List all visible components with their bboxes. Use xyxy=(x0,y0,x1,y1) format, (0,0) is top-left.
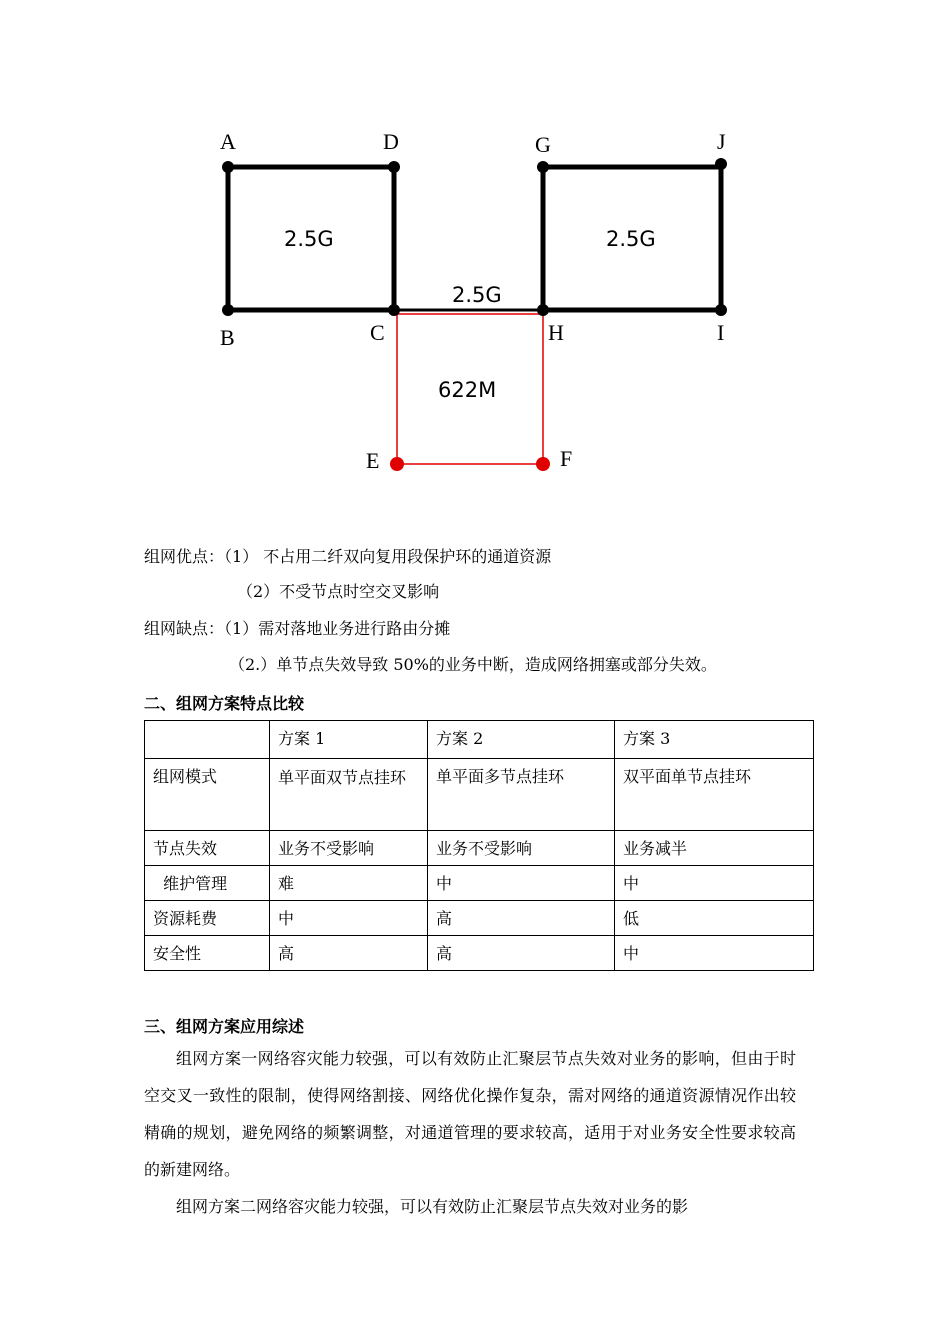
disadvantages-label: 组网缺点： xyxy=(144,619,225,638)
table-cell: 方案 1 xyxy=(270,721,428,759)
label-b: B xyxy=(220,325,235,350)
table-cell: 业务不受影响 xyxy=(428,831,615,866)
comparison-table xyxy=(144,720,814,971)
table-cell: 中 xyxy=(615,866,814,901)
table-cell: 方案 3 xyxy=(615,721,814,759)
disadvantages-item-2: （2.）单节点失效导致 50%的业务中断，造成网络拥塞或部分失效。 xyxy=(229,655,717,674)
table-cell: 节点失效 xyxy=(145,831,270,866)
table-row xyxy=(145,936,814,971)
table-cell: 维护管理 xyxy=(145,866,270,901)
left-ring-capacity: 2.5G xyxy=(284,227,334,251)
table-cell: 难 xyxy=(270,866,428,901)
label-g: G xyxy=(535,132,551,157)
node-d xyxy=(388,161,400,173)
section-3-paragraph-1: 组网方案一网络容灾能力较强，可以有效防止汇聚层节点失效对业务的影响，但由于时空交叉一致性的限制，使得网络割接、网络优化操作复杂，需对网络的通道资源情况作出较精确的规划，避免网络的频繁调整，对通道管理的要求较高，适用于对业务安全性要求较高的新建网络。 xyxy=(144,1049,796,1179)
node-b xyxy=(222,304,234,316)
label-e: E xyxy=(366,448,380,473)
label-f: F xyxy=(560,446,573,471)
right-ring-capacity: 2.5G xyxy=(606,227,656,251)
table-cell: 业务减半 xyxy=(615,831,814,866)
label-i: I xyxy=(717,320,725,345)
section-3-title: 三、组网方案应用综述 xyxy=(144,1017,305,1036)
link-capacity: 2.5G xyxy=(452,283,502,307)
table-cell: 双平面单节点挂环 xyxy=(615,759,814,831)
section-3-paragraph-2: 组网方案二网络容灾能力较强，可以有效防止汇聚层节点失效对业务的影 xyxy=(176,1197,689,1216)
table-cell: 安全性 xyxy=(145,936,270,971)
network-diagram xyxy=(0,0,950,500)
advantages-item-2: （2）不受节点时空交叉影响 xyxy=(237,582,440,601)
table-cell: 高 xyxy=(428,901,615,936)
label-d: D xyxy=(383,129,399,154)
table-cell: 方案 2 xyxy=(428,721,615,759)
label-h: H xyxy=(548,320,564,345)
table-cell: 资源耗费 xyxy=(145,901,270,936)
table-row xyxy=(145,901,814,936)
table-cell: 低 xyxy=(615,901,814,936)
node-i xyxy=(715,304,727,316)
table-row xyxy=(145,866,814,901)
table-cell: 高 xyxy=(270,936,428,971)
section-2-title: 二、组网方案特点比较 xyxy=(144,694,305,713)
node-f xyxy=(536,457,550,471)
sub-ring-capacity: 622M xyxy=(438,378,497,402)
node-g xyxy=(537,161,549,173)
table-cell: 中 xyxy=(615,936,814,971)
advantages-label: 组网优点： xyxy=(144,547,225,566)
table-cell: 高 xyxy=(428,936,615,971)
node-h xyxy=(537,304,549,316)
table-cell: 中 xyxy=(428,866,615,901)
disadvantages-line-1 xyxy=(144,619,450,639)
table-row xyxy=(145,831,814,866)
table-header-row xyxy=(145,721,814,759)
label-j: J xyxy=(717,129,726,154)
label-a: A xyxy=(220,129,236,154)
table-cell: 组网模式 xyxy=(145,759,270,831)
node-c xyxy=(388,304,400,316)
table-cell: 中 xyxy=(270,901,428,936)
node-e xyxy=(390,457,404,471)
table-cell: 单平面多节点挂环 xyxy=(428,759,615,831)
node-a xyxy=(222,161,234,173)
disadvantages-item-1: （1）需对落地业务进行路由分摊 xyxy=(224,619,451,638)
table-cell xyxy=(145,721,270,759)
table-cell: 单平面双节点挂环 xyxy=(270,759,428,831)
advantages-line-1 xyxy=(144,547,551,567)
table-cell: 业务不受影响 xyxy=(270,831,428,866)
node-j xyxy=(715,158,727,170)
table-row xyxy=(145,759,814,831)
advantages-item-1: （1） 不占用二纤双向复用段保护环的通道资源 xyxy=(224,547,552,566)
label-c: C xyxy=(370,320,385,345)
